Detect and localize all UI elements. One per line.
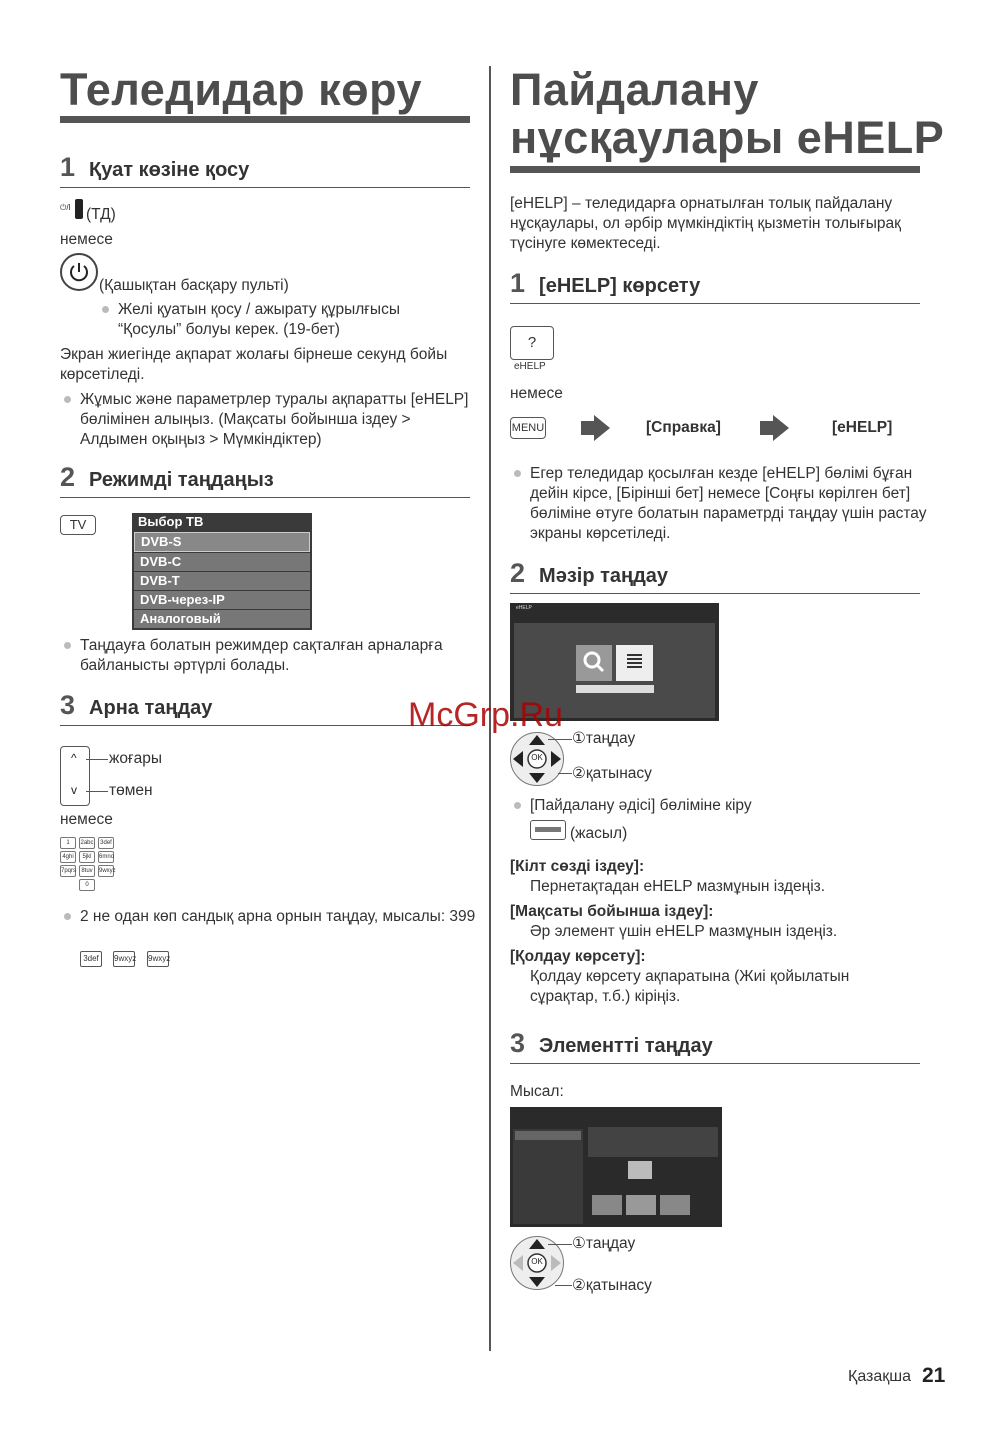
- num-key-0: 0: [79, 879, 95, 891]
- select-label-2: ①таңдау: [572, 1235, 636, 1252]
- ok-label: OK: [531, 753, 543, 762]
- how-to-use-note: [Пайдалану әдісі] бөліміне кіру: [510, 796, 930, 816]
- select-leader-line: [548, 739, 572, 740]
- menu-item-analogue: Аналоговый: [134, 610, 310, 628]
- num-key-5: 5jkl: [79, 851, 95, 863]
- arrow-body-1: [581, 421, 595, 435]
- or-label-r1: немесе: [510, 385, 563, 402]
- example-label: Мысал:: [510, 1083, 564, 1100]
- footer-language: Қазақша: [848, 1368, 912, 1385]
- left-step2-number: 2: [60, 462, 76, 492]
- left-step1-header: [60, 152, 470, 188]
- left-title-underline: [60, 116, 470, 123]
- ehelp-item-screenshot: [510, 1107, 722, 1227]
- right-step3-number: 3: [510, 1028, 526, 1058]
- confirmation-note: Егер теледидар қосылған кезде [eHELP] бөлімі бұған дейін кірсе, [Бірінші бет] немесе [Соңғы көрілген бет] бөліміне өтуге болатын параметрді таңдау үшін растау экраны көрсетіледі.: [510, 464, 930, 544]
- right-step1-title: [eHELP] көрсету: [539, 275, 701, 297]
- info-banner-text: Экран жиегінде ақпарат жолағы бірнеше секунд бойы көрсетіледі.: [60, 346, 448, 383]
- support-bar: [576, 685, 654, 693]
- support-heading: [Қолдау көрсету]:: [510, 948, 646, 965]
- channel-down-icon: v: [71, 783, 77, 797]
- left-step2-title: Режимді таңдаңыз: [89, 469, 274, 491]
- tv-button: TV: [60, 515, 96, 535]
- tv-power-label: (ТД): [86, 206, 116, 223]
- page-number: 21: [922, 1364, 946, 1387]
- up-leader-line: [86, 759, 108, 760]
- keyword-search-text: Пернетақтадан eHELP мазмұнын іздеңіз.: [530, 878, 826, 895]
- num-key-4: 4ghi: [60, 851, 76, 863]
- purpose-search-tile: [616, 645, 653, 681]
- green-button-icon: [530, 820, 566, 840]
- ehelp-intro: [eHELP] – теледидарға орнатылған толық пайдалану нұсқаулары, ол әрбір мүмкіндіктің қызметін толығырақ түсінуге көмектеседі.: [510, 195, 901, 252]
- path-ehelp: [eHELP]: [832, 419, 893, 436]
- multi-digit-note: 2 не одан көп сандық арна орнын таңдау, мысалы: 399: [60, 907, 490, 927]
- channel-up-down-key: [60, 746, 90, 806]
- num-key-6: 6mno: [98, 851, 114, 863]
- screen-thumb-2: [626, 1195, 656, 1215]
- right-step2-header: [510, 558, 920, 594]
- tv-selection-menu: [132, 513, 312, 630]
- num-key-9: 9wxyz: [98, 865, 114, 877]
- access-label: ②қатынасу: [572, 765, 652, 782]
- right-step3-title: Элементті таңдау: [539, 1035, 713, 1057]
- right-page-title-line1: Пайдалану: [510, 64, 759, 115]
- num-key-1: 1: [60, 837, 76, 849]
- left-page-title: Теледидар көру: [60, 64, 423, 115]
- purpose-search-text: Әр элемент үшін eHELP мазмұнын іздеңіз.: [530, 923, 838, 940]
- num-key-7: 7pqrs: [60, 865, 76, 877]
- remote-power-button-icon: [60, 253, 98, 291]
- cursor-ok-key: [510, 732, 564, 786]
- purpose-search-heading: [Мақсаты бойынша іздеу]:: [510, 903, 714, 920]
- right-step1-number: 1: [510, 268, 526, 298]
- green-button-bar: [535, 827, 561, 832]
- channel-down-label: төмен: [109, 782, 153, 799]
- tv-power-symbol: ⏻/I: [60, 203, 71, 212]
- right-step3-header: [510, 1028, 920, 1064]
- menu-item-dvb-t: DVB-T: [134, 572, 310, 590]
- access-leader-line-2: [555, 1285, 572, 1286]
- right-step2-title: Мәзір таңдау: [539, 565, 669, 587]
- watermark: McGrp.Ru: [408, 696, 563, 734]
- select-leader-line-2: [548, 1244, 572, 1245]
- modes-note: Таңдауға болатын режимдер сақталған арналарға байланысты әртүрлі болады.: [60, 636, 490, 676]
- arrow-right-icon-1: [594, 415, 610, 441]
- ok-label-2: OK: [531, 1257, 543, 1266]
- num-key-8: 8tuv: [79, 865, 95, 877]
- right-page-title-line2: нұсқаулары eHELP: [510, 112, 945, 163]
- screen-thumb-1: [592, 1195, 622, 1215]
- support-text: Қолдау көрсету ақпаратына (Жиі қойылатын сұрақтар, т.б.) кіріңіз.: [530, 968, 850, 1005]
- example-key-9b: 9wxyz: [147, 951, 169, 967]
- path-help: [Справка]: [646, 419, 721, 436]
- left-step1-title: Қуат көзіне қосу: [89, 159, 250, 181]
- mains-switch-note: Желі қуатын қосу / ажырату құрылғысы “Қосулы” болуы керек. (19-бет): [98, 300, 458, 340]
- menu-item-dvb-c: DVB-C: [134, 553, 310, 571]
- example-key-3: 3def: [80, 951, 102, 967]
- menu-key: MENU: [510, 417, 546, 439]
- screen-thumb-3: [660, 1195, 690, 1215]
- menu-item-dvb-ip: DVB-через-IP: [134, 591, 310, 609]
- left-step3-number: 3: [60, 690, 76, 720]
- right-step1-header: [510, 268, 920, 304]
- left-step1-number: 1: [60, 152, 76, 182]
- screen-center-tv: [628, 1161, 652, 1179]
- select-label: ①таңдау: [572, 730, 636, 747]
- num-key-2: 2abc: [79, 837, 95, 849]
- access-leader-line: [558, 773, 572, 774]
- screen-sidebar-selected: [515, 1131, 581, 1140]
- right-step2-number: 2: [510, 558, 526, 588]
- screen-sidebar: [513, 1129, 583, 1224]
- arrow-right-icon-2: [773, 415, 789, 441]
- keyword-search-heading: [Кілт сөзді іздеу]:: [510, 858, 645, 875]
- or-label-3: немесе: [60, 811, 113, 828]
- keyword-search-tile: [576, 645, 612, 681]
- num-key-3: 3def: [98, 837, 114, 849]
- right-title-underline: [510, 166, 920, 173]
- left-step3-title: Арна таңдау: [89, 697, 213, 719]
- access-label-2: ②қатынасу: [572, 1277, 652, 1294]
- left-step2-header: [60, 462, 470, 498]
- green-label: (жасыл): [570, 825, 628, 842]
- list-icon: [616, 645, 653, 681]
- screen-text-block: [588, 1127, 718, 1157]
- channel-up-icon: ^: [71, 751, 77, 765]
- menu-item-dvb-s: DVB-S: [134, 532, 310, 552]
- ehelp-key: ?: [510, 326, 554, 360]
- ehelp-info-note: Жұмыс және параметрлер туралы ақпаратты [eHELP] бөлімінен алыңыз. (Мақсаты бойынша іздеу > Алдымен оқыңыз > Мүмкіндіктер): [60, 390, 480, 450]
- remote-power-label: (Қашықтан басқару пульті): [99, 277, 289, 294]
- or-label-1: немесе: [60, 231, 113, 248]
- ehelp-key-label: eHELP: [514, 361, 546, 372]
- screen-logo: eHELP: [516, 605, 532, 611]
- down-leader-line: [86, 791, 108, 792]
- arrow-body-2: [760, 421, 774, 435]
- search-icon: [576, 645, 612, 681]
- channel-up-label: жоғары: [109, 750, 163, 767]
- example-key-9a: 9wxyz: [113, 951, 135, 967]
- tv-power-switch-icon: [75, 199, 83, 219]
- tv-selection-menu-title: Выбор ТВ: [138, 514, 204, 529]
